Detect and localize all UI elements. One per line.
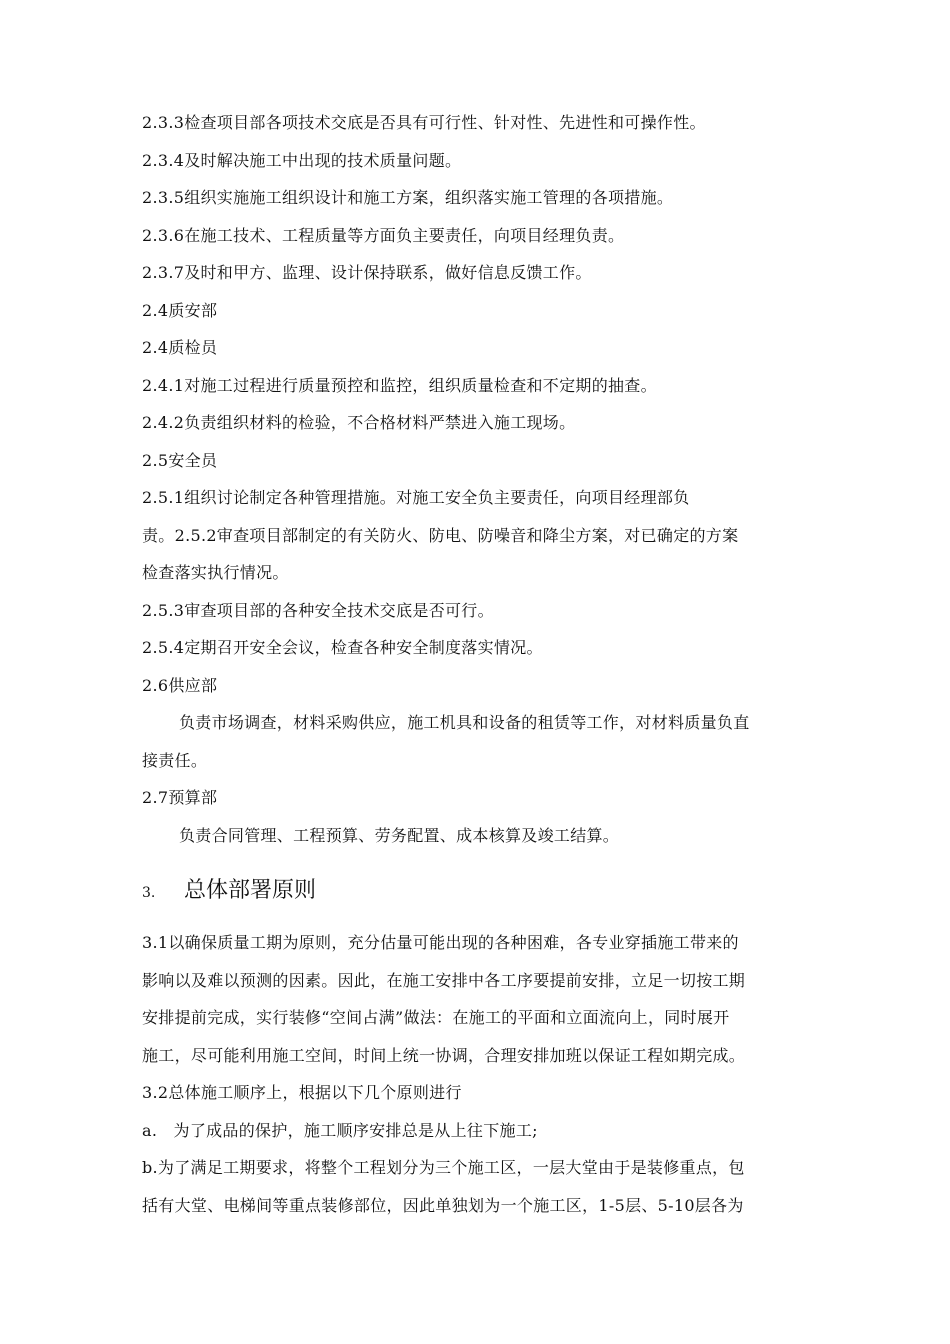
text-line: 负责市场调查，材料采购供应，施工机具和设备的租赁等工作，对材料质量负直	[179, 713, 750, 732]
text-line: 安排提前完成，实行装修“空间占满”做法：在施工的平面和立面流向上，同时展开	[142, 1008, 730, 1027]
text-line: 2.5.1组织讨论制定各种管理措施。对施工安全负主要责任，向项目经理部负	[142, 488, 690, 507]
section-2-text	[142, 104, 822, 854]
text-line: 2.5安全员	[142, 450, 218, 470]
text-line: 括有大堂、电梯间等重点装修部位，因此单独划为一个施工区，1-5层、5-10层各为	[142, 1195, 744, 1215]
section-3-text	[142, 924, 822, 1224]
text-line: 2.4质检员	[142, 338, 218, 357]
text-line: 3.1以确保质量工期为原则，充分估量可能出现的各种困难，各专业穿插施工带来的	[142, 933, 739, 952]
document-body	[142, 104, 822, 1224]
section-title: 总体部署原则	[184, 878, 317, 903]
text-line: 2.4.1对施工过程进行质量预控和监控，组织质量检查和不定期的抽查。	[142, 375, 657, 395]
section-heading	[142, 860, 822, 922]
text-line: 2.3.3检查项目部各项技术交底是否具有可行性、针对性、先进性和可操作性。	[142, 113, 706, 132]
section-number: 3.	[142, 885, 156, 901]
text-line: 检查落实执行情况。	[142, 563, 289, 582]
text-line: 2.5.3审查项目部的各种安全技术交底是否可行。	[142, 600, 494, 620]
text-line: 负责合同管理、工程预算、劳务配置、成本核算及竣工结算。	[179, 825, 620, 845]
text-line: 影响以及难以预测的因素。因此，在施工安排中各工序要提前安排，立足一切按工期	[142, 970, 746, 990]
text-line: 2.5.4定期召开安全会议，检查各种安全制度落实情况。	[142, 638, 543, 657]
text-line: 2.3.6在施工技术、工程质量等方面负主要责任，向项目经理负责。	[142, 225, 625, 245]
text-line: 责。2.5.2审查项目部制定的有关防火、防电、防噪音和降尘方案，对已确定的方案	[142, 525, 739, 545]
text-line: 2.7预算部	[142, 788, 218, 807]
text-line: 2.4质安部	[142, 300, 218, 320]
text-line: 2.3.5组织实施施工组织设计和施工方案，组织落实施工管理的各项措施。	[142, 188, 674, 207]
text-line: 施工，尽可能利用施工空间，时间上统一协调，合理安排加班以保证工程如期完成。	[142, 1045, 746, 1065]
text-line: 3.2总体施工顺序上，根据以下几个原则进行	[142, 1083, 462, 1102]
text-line: 2.6供应部	[142, 675, 218, 695]
text-line: 接责任。	[142, 750, 208, 770]
text-line: 2.4.2负责组织材料的检验，不合格材料严禁进入施工现场。	[142, 413, 576, 432]
text-line: a. 为了成品的保护，施工顺序安排总是从上往下施工;	[142, 1120, 538, 1140]
text-line: 2.3.4及时解决施工中出现的技术质量问题。	[142, 150, 462, 170]
text-line: b.为了满足工期要求，将整个工程划分为三个施工区，一层大堂由于是装修重点，包	[142, 1158, 745, 1177]
text-line: 2.3.7及时和甲方、监理、设计保持联系，做好信息反馈工作。	[142, 263, 592, 282]
